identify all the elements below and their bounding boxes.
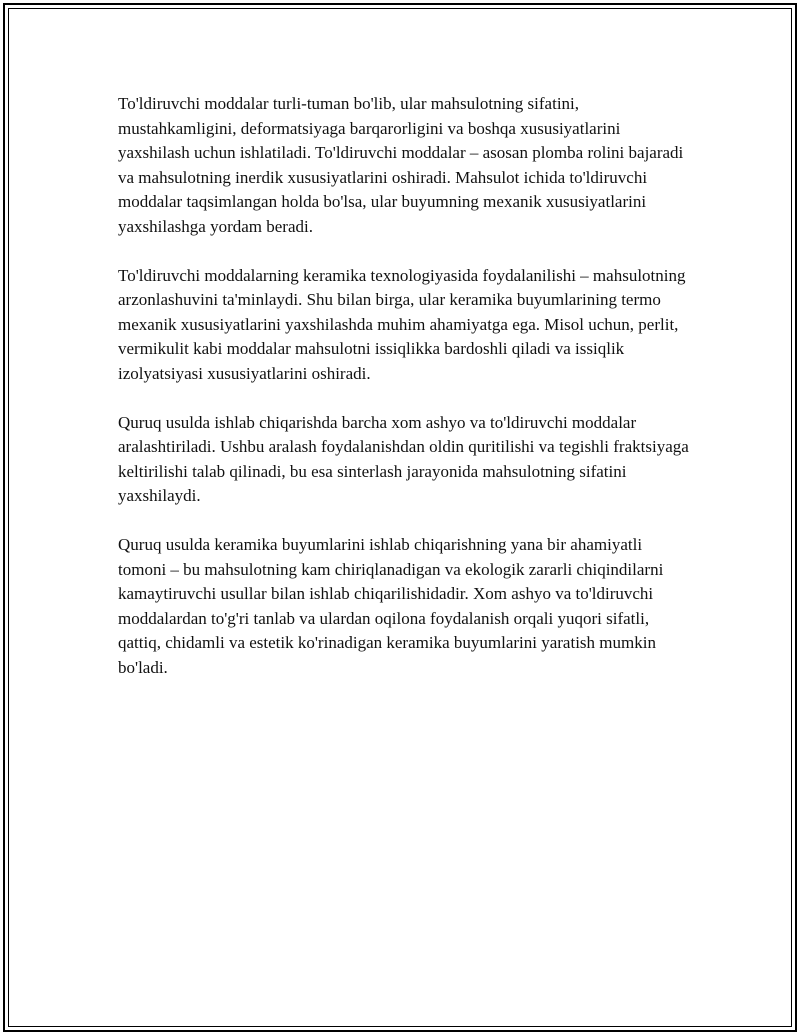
document-body <box>118 92 693 705</box>
paragraph-3: Quruq usulda ishlab chiqarishda barcha xom ashyo va to'ldiruvchi moddalar aralashtiriladi. Ushbu aralash foydalanishdan oldin quritilishi va tegishli fraktsiyaga keltirilishi talab qilinadi, bu esa sinterlash jarayonida mahsulotning sifatini yaxshilaydi. <box>118 412 689 505</box>
paragraph-1: To'ldiruvchi moddalar turli-tuman bo'lib, ular mahsulotning sifatini, mustahkamligini, deformatsiyaga barqarorligini va boshqa xususiyatlarini yaxshilash uchun ishlatiladi. To'ldiruvchi moddalar – asosan plomba rolini bajaradi va mahsulotning inerdik xususiyatlarini oshiradi. Mahsulot ichida to'ldiruvchi moddalar taqsimlangan holda bo'lsa, ular buyumning mexanik xususiyatlarini yaxshilashga yordam beradi. <box>118 94 684 236</box>
paragraph-4: Quruq usulda keramika buyumlarini ishlab chiqarishning yana bir ahamiyatli tomoni – bu mahsulotning kam chiriqlanadigan va ekologik zararli chiqindilarni kamaytiruvchi usullar bilan ishlab chiqarilishidadir. Xom ashyo va to'ldiruvchi moddalardan to'g'ri tanlab va ulardan oqilona foydalanish orqali yuqori sifatli, qattiq, chidamli va estetik ko'rinadigan keramika buyumlarini yaratish mumkin bo'ladi. <box>118 535 664 677</box>
paragraph-2: To'ldiruvchi moddalarning keramika texnologiyasida foydalanilishi – mahsulotning arzonlashuvini ta'minlaydi. Shu bilan birga, ular keramika buyumlarining termo mexanik xususiyatlarini yaxshilashda muhim ahamiyatga ega. Misol uchun, perlit, vermikulit kabi moddalar mahsulotni issiqlikka bardoshli qiladi va issiqlik izolyatsiyasi xususiyatlarini oshiradi. <box>118 265 686 383</box>
